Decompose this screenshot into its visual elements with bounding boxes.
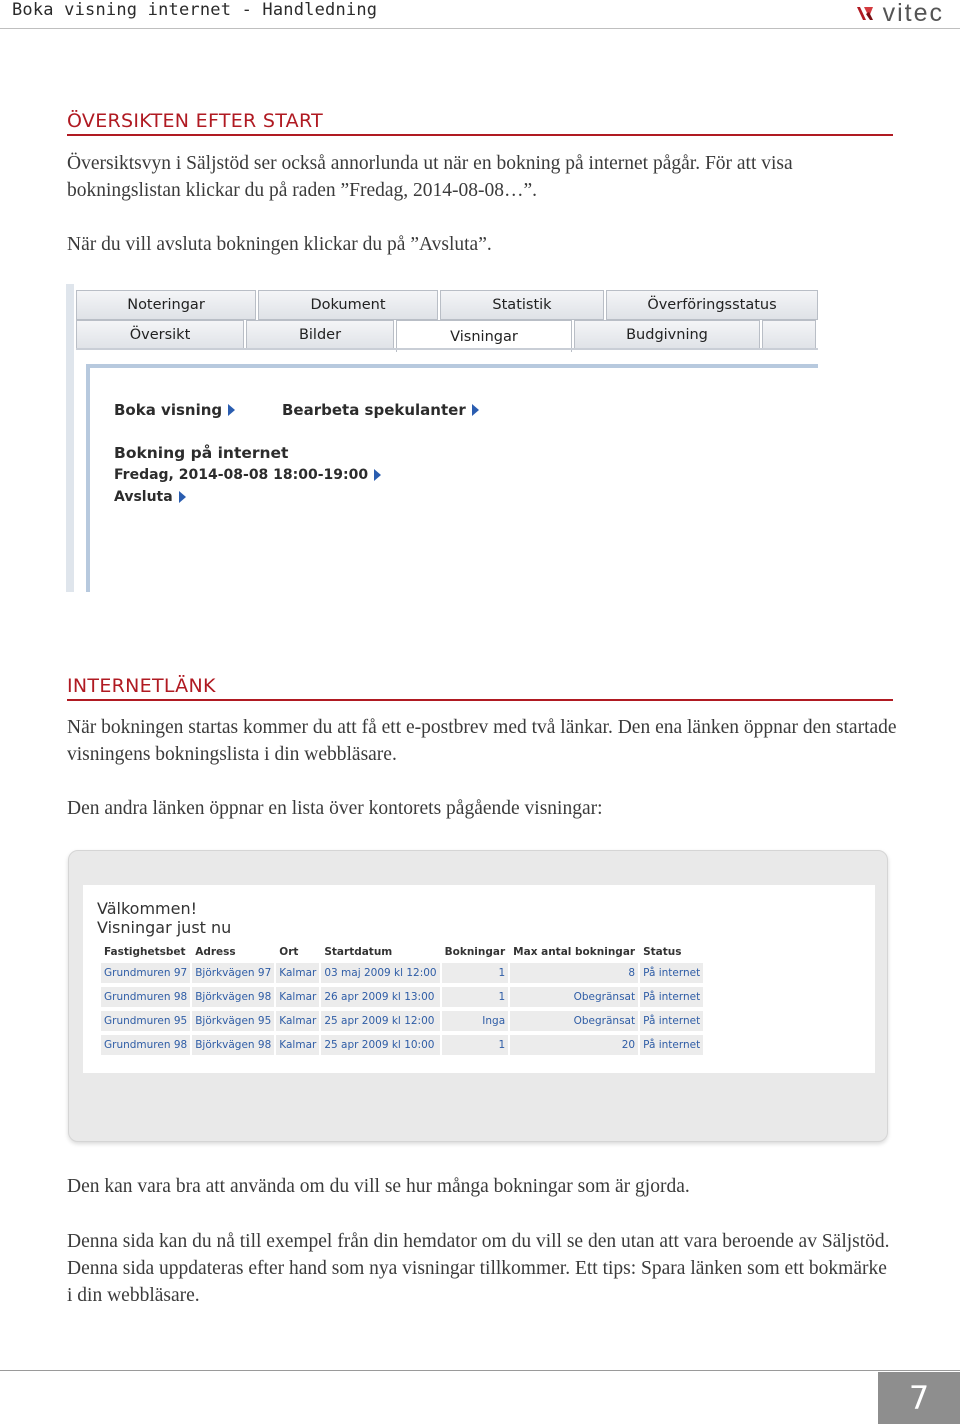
link-fredag-label: Fredag, 2014-08-08 18:00-19:00: [114, 467, 369, 483]
paragraph: När du vill avsluta bokningen klickar du på ”Avsluta”.: [67, 234, 492, 255]
visningar-panel: [83, 885, 875, 1073]
table-cell[interactable]: Björkvägen 98: [192, 1035, 274, 1059]
tab-budgivning[interactable]: Budgivning: [574, 320, 760, 350]
table-cell: Kalmar: [276, 963, 319, 987]
column-header: Startdatum: [324, 946, 393, 958]
visningar-table: [99, 941, 705, 1059]
document-title: Boka visning internet - Handledning: [12, 0, 378, 20]
table-cell: 8: [510, 963, 638, 987]
table-cell: Obegränsat: [510, 1011, 638, 1035]
subheading-bokning-internet: Bokning på internet: [114, 444, 289, 462]
table-cell: På internet: [640, 963, 703, 987]
column-header: Max antal bokningar: [513, 946, 636, 958]
vitec-logo-text: vitec: [882, 0, 944, 27]
table-cell: På internet: [640, 1035, 703, 1059]
table-cell: 26 apr 2009 kl 13:00: [321, 987, 439, 1011]
arrow-right-icon: [374, 469, 381, 481]
table-cell: 25 apr 2009 kl 10:00: [321, 1035, 439, 1059]
footer-rule: [0, 1370, 960, 1371]
table-row[interactable]: [101, 987, 703, 1011]
screenshot-overview: [66, 284, 818, 592]
table-row[interactable]: [101, 1011, 703, 1035]
link-boka-visning-label: Boka visning: [114, 401, 223, 419]
table-cell: 03 maj 2009 kl 12:00: [321, 963, 439, 987]
tab-row-top: [76, 290, 818, 320]
link-fredag[interactable]: [114, 467, 381, 483]
tab-bilder[interactable]: Bilder: [246, 320, 394, 350]
tab-noteringar[interactable]: Noteringar: [76, 290, 256, 320]
visningar-subtitle: Visningar just nu: [97, 918, 232, 937]
page-number: 7: [878, 1372, 960, 1424]
table-cell[interactable]: Grundmuren 98: [101, 987, 190, 1011]
tab-row-bottom: [76, 320, 818, 350]
table-cell: Kalmar: [276, 1035, 319, 1059]
table-header-row: [101, 941, 703, 963]
link-avsluta[interactable]: [114, 489, 186, 505]
tab-statistik[interactable]: Statistik: [440, 290, 604, 320]
paragraph: Den kan vara bra att använda om du vill se hur många bokningar som är gjorda.: [67, 1176, 690, 1197]
table-cell[interactable]: Björkvägen 98: [192, 987, 274, 1011]
section-heading-oversikten: ÖVERSIKTEN EFTER START: [67, 109, 893, 136]
table-cell: 20: [510, 1035, 638, 1059]
table-cell: Kalmar: [276, 1011, 319, 1035]
paragraph: Denna sida kan du nå till exempel från din hemdator om du vill se den utan att vara beroende av Säljstöd. Denna sida uppdateras efter hand som nya visningar tillkommer. Ett tips: Spara länken som ett bokmärke i din webbläsare.: [67, 1231, 890, 1306]
page-header: [0, 0, 960, 29]
tab-overflow[interactable]: [762, 320, 816, 350]
column-header: Ort: [279, 946, 299, 958]
column-header: Adress: [195, 946, 236, 958]
paragraph: Den andra länken öppnar en lista över kontorets pågående visningar:: [67, 798, 603, 819]
table-cell[interactable]: Björkvägen 97: [192, 963, 274, 987]
vitec-logo-mark-icon: [855, 3, 875, 23]
column-header: Bokningar: [444, 946, 506, 958]
screenshot-visningar-just-nu: [68, 850, 888, 1142]
section-heading-internetlank: INTERNETLÄNK: [67, 674, 893, 701]
table-cell: På internet: [640, 987, 703, 1011]
table-cell: 1: [442, 963, 509, 987]
link-bearbeta-spekulanter[interactable]: [282, 401, 479, 419]
tab-divider: [76, 348, 818, 350]
column-header: Status: [643, 946, 682, 958]
link-bearbeta-label: Bearbeta spekulanter: [282, 401, 466, 419]
table-cell[interactable]: Grundmuren 97: [101, 963, 190, 987]
table-row[interactable]: [101, 1035, 703, 1059]
table-cell: 1: [442, 1035, 509, 1059]
arrow-right-icon: [472, 404, 479, 416]
table-cell[interactable]: Björkvägen 95: [192, 1011, 274, 1035]
frame-left-bar: [66, 284, 74, 592]
table-cell: 1: [442, 987, 509, 1011]
tab-oversikt[interactable]: Översikt: [76, 320, 244, 350]
paragraph: När bokningen startas kommer du att få ett e-postbrev med två länkar. Den ena länken öppnar den startade visningens bokningslista i din webbläsare.: [67, 717, 897, 765]
column-header: Fastighetsbet: [104, 946, 186, 958]
table-cell: Inga: [442, 1011, 509, 1035]
table-cell: Obegränsat: [510, 987, 638, 1011]
link-boka-visning[interactable]: [114, 401, 235, 419]
welcome-heading: [97, 899, 231, 937]
vitec-logo: [855, 0, 944, 27]
table-cell: Kalmar: [276, 987, 319, 1011]
tab-dokument[interactable]: Dokument: [258, 290, 438, 320]
tab-overforingsstatus[interactable]: Överföringsstatus: [606, 290, 818, 320]
table-cell[interactable]: Grundmuren 95: [101, 1011, 190, 1035]
welcome-text: Välkommen!: [97, 899, 198, 918]
tab-visningar[interactable]: Visningar: [396, 320, 572, 352]
paragraph: Översiktsvyn i Säljstöd ser också annorlunda ut när en bokning på internet pågår. För att visa bokningslistan klickar du på raden ”Fredag, 2014-08-08…”.: [67, 153, 793, 201]
link-avsluta-label: Avsluta: [114, 489, 173, 505]
table-cell: På internet: [640, 1011, 703, 1035]
arrow-right-icon: [179, 491, 186, 503]
table-cell: 25 apr 2009 kl 12:00: [321, 1011, 439, 1035]
table-row[interactable]: [101, 963, 703, 987]
arrow-right-icon: [228, 404, 235, 416]
table-cell[interactable]: Grundmuren 98: [101, 1035, 190, 1059]
